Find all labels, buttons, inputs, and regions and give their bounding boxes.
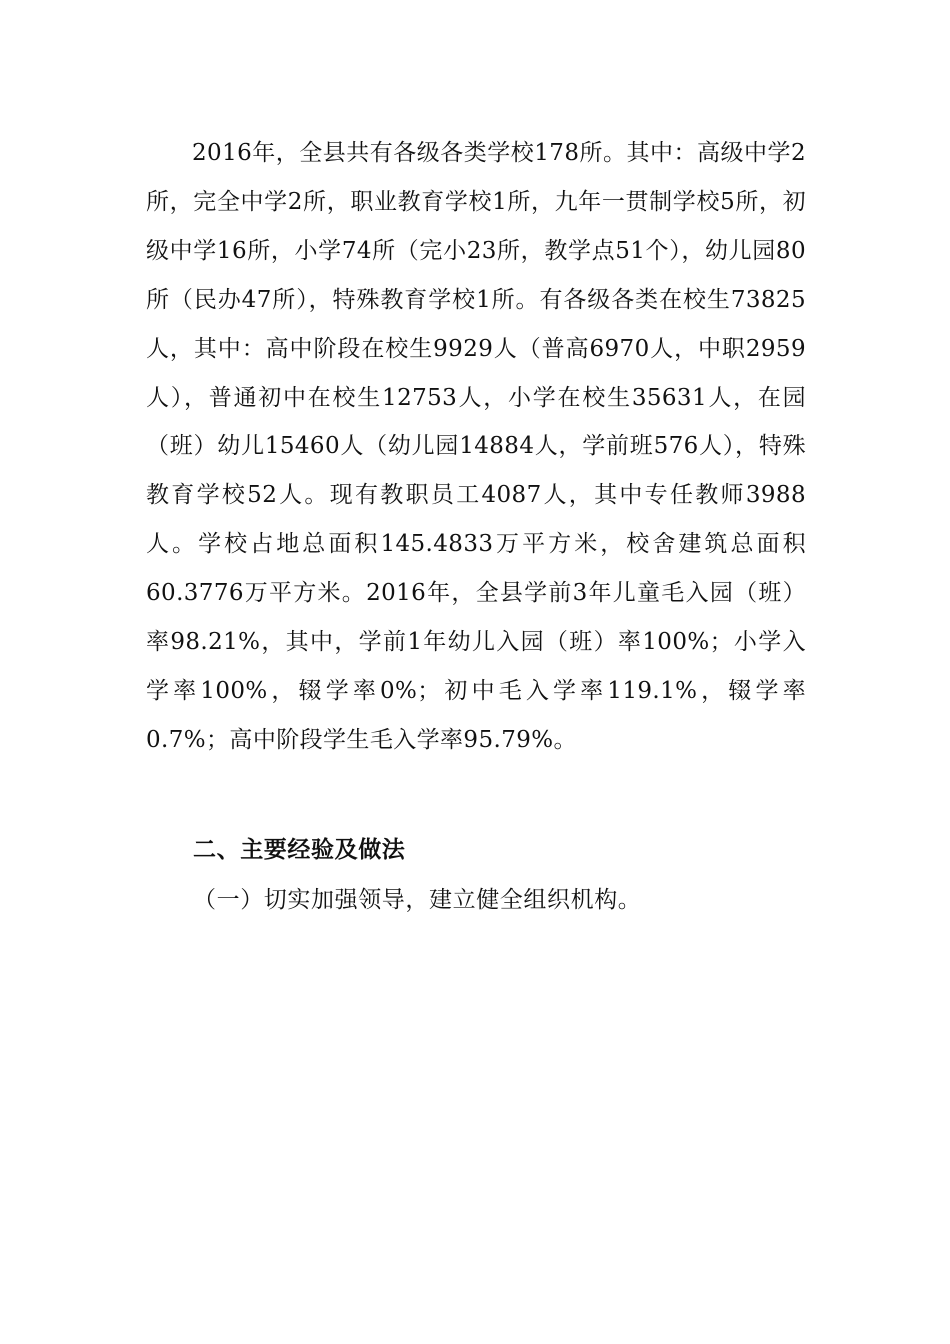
sub-heading: （一）切实加强领导，建立健全组织机构。	[193, 887, 642, 913]
section-heading: 二、主要经验及做法	[193, 837, 406, 863]
statistics-paragraph: 2016年，全县共有各级各类学校178所。其中：高级中学2所，完全中学2所，职业教育学校1所，九年一贯制学校5所，初级中学16所，小学74所（完小23所，教学点51个），幼儿园80所（民办47所），特殊教育学校1所。有各级各类在校生73825人，其中：高中阶段在校生9929人（普高6970人，中职2959人），普通初中在校生12753人，小学在校生35631人，在园（班）幼儿15460人（幼儿园14884人，学前班576人），特殊教育学校52人。现有教职员工4087人，其中专任教师3988人。学校占地总面积145.4833万平方米，校舍建筑总面积60.3776万平方米。2016年，全县学前3年儿童毛入园（班）率98.21%，其中，学前1年幼儿入园（班）率100%；小学入学率100%，辍学率0%；初中毛入学率119.1%，辍学率0.7%；高中阶段学生毛入学率95.79%。	[146, 140, 806, 753]
